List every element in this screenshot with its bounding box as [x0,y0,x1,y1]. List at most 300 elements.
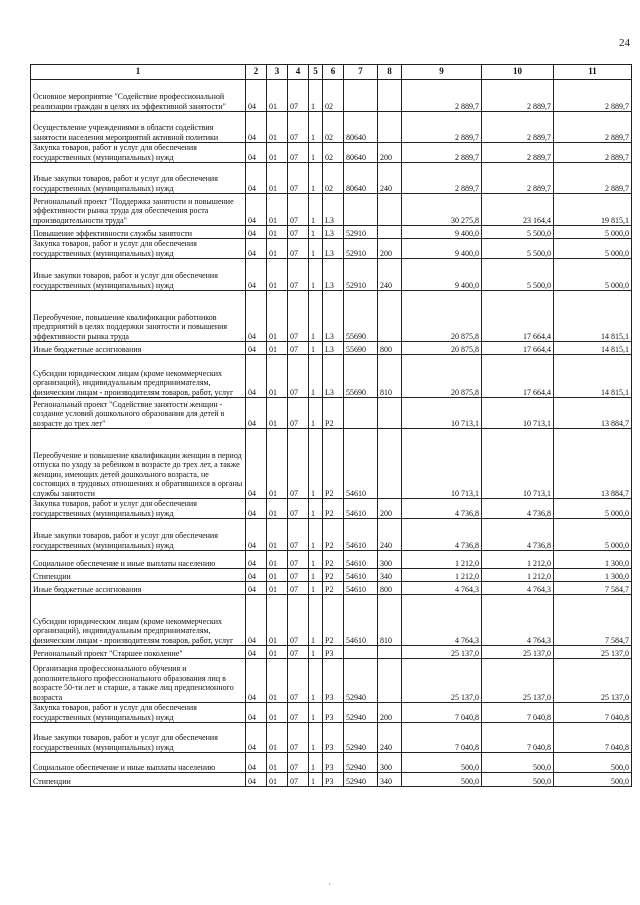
cell-year-1: 4 764,3 [402,595,482,646]
cell-subsection: 07 [288,595,309,646]
column-header-year-2: 10 [482,65,554,80]
cell-direction: 52940 [344,659,378,703]
cell-ministry: 04 [246,646,267,659]
cell-subsection: 07 [288,239,309,259]
cell-year-1: 10 713,1 [402,429,482,499]
cell-ministry: 04 [246,259,267,291]
cell-subprogram: P2 [323,595,344,646]
cell-subsection: 07 [288,723,309,753]
cell-expense-type [378,398,402,429]
cell-year-1: 4 736,8 [402,519,482,551]
cell-name: Иные закупки товаров, работ и услуг для обеспечения государственных (муниципальных) нужд [31,259,246,291]
cell-year-3: 2 889,7 [554,163,632,194]
cell-year-3: 5 000,0 [554,239,632,259]
table-row [31,112,632,143]
cell-name: Социальное обеспечение и иные выплаты населению [31,753,246,773]
cell-year-2: 23 164,4 [482,194,554,226]
table-row [31,519,632,551]
cell-program: 1 [309,291,323,342]
cell-year-3: 7 040,8 [554,723,632,753]
cell-expense-type [378,194,402,226]
cell-section: 01 [267,239,288,259]
cell-subprogram: L3 [323,342,344,355]
cell-name: Повышение эффективности службы занятости [31,226,246,239]
cell-year-2: 1 212,0 [482,551,554,569]
table-row [31,80,632,112]
cell-name: Закупка товаров, работ и услуг для обеспечения государственных (муниципальных) нужд [31,703,246,723]
cell-year-1: 9 400,0 [402,239,482,259]
cell-direction: 54610 [344,595,378,646]
table-row [31,646,632,659]
cell-subsection: 07 [288,259,309,291]
cell-year-1: 500,0 [402,773,482,787]
cell-expense-type: 240 [378,163,402,194]
cell-ministry: 04 [246,429,267,499]
table-row [31,703,632,723]
cell-name: Субсидии юридическим лицам (кроме некоммерческих организаций), индивидуальным предпринимателям, физическим лицам - производителям товаров, работ, услуг [31,355,246,398]
cell-subsection: 07 [288,519,309,551]
cell-program: 1 [309,163,323,194]
cell-section: 01 [267,723,288,753]
cell-section: 01 [267,342,288,355]
cell-expense-type [378,112,402,143]
cell-direction [344,398,378,429]
page-number: 24 [619,37,630,49]
column-header-name: 1 [31,65,246,80]
cell-year-2: 17 664,4 [482,291,554,342]
cell-direction: 52940 [344,753,378,773]
cell-year-1: 2 889,7 [402,80,482,112]
cell-name: Организация профессионального обучения и дополнительного профессионального образования лиц в возрасте 50-ти лет и старше, а также лиц предпенсионного возраста [31,659,246,703]
cell-section: 01 [267,355,288,398]
cell-program: 1 [309,112,323,143]
cell-expense-type: 240 [378,519,402,551]
cell-expense-type: 200 [378,703,402,723]
cell-direction: 52940 [344,773,378,787]
cell-direction: 80640 [344,112,378,143]
cell-section: 01 [267,112,288,143]
table-row [31,659,632,703]
cell-ministry: 04 [246,355,267,398]
cell-year-1: 20 875,8 [402,342,482,355]
cell-expense-type: 200 [378,143,402,163]
cell-expense-type [378,291,402,342]
cell-subsection: 07 [288,773,309,787]
cell-section: 01 [267,753,288,773]
cell-subsection: 07 [288,569,309,582]
cell-year-1: 1 212,0 [402,569,482,582]
cell-year-3: 1 300,0 [554,551,632,569]
cell-subprogram: P2 [323,569,344,582]
cell-name: Стипендии [31,773,246,787]
cell-year-1: 2 889,7 [402,163,482,194]
cell-expense-type: 340 [378,569,402,582]
cell-section: 01 [267,646,288,659]
table-header [31,65,632,80]
cell-year-3: 13 884,7 [554,429,632,499]
cell-subprogram: L3 [323,226,344,239]
cell-section: 01 [267,398,288,429]
cell-direction: 54610 [344,519,378,551]
cell-direction: 52910 [344,239,378,259]
cell-direction: 54610 [344,429,378,499]
cell-subsection: 07 [288,582,309,595]
cell-year-2: 2 889,7 [482,112,554,143]
cell-name: Закупка товаров, работ и услуг для обеспечения государственных (муниципальных) нужд [31,143,246,163]
cell-name: Основное мероприятие "Содействие профессиональной реализации граждан в целях их эффективной занятости" [31,80,246,112]
cell-ministry: 04 [246,773,267,787]
cell-section: 01 [267,80,288,112]
cell-ministry: 04 [246,80,267,112]
cell-direction: 55690 [344,291,378,342]
table-row [31,723,632,753]
cell-year-2: 2 889,7 [482,143,554,163]
cell-subsection: 07 [288,659,309,703]
column-header-year-1: 9 [402,65,482,80]
header-row [31,65,632,80]
cell-program: 1 [309,239,323,259]
cell-ministry: 04 [246,703,267,723]
table-row [31,595,632,646]
cell-year-1: 2 889,7 [402,112,482,143]
table-row [31,753,632,773]
cell-program: 1 [309,723,323,753]
cell-subsection: 07 [288,753,309,773]
cell-ministry: 04 [246,753,267,773]
cell-subprogram: P2 [323,429,344,499]
cell-year-3: 25 137,0 [554,646,632,659]
cell-year-2: 2 889,7 [482,80,554,112]
cell-subprogram: P3 [323,773,344,787]
cell-year-1: 500,0 [402,753,482,773]
cell-name: Переобучение и повышение квалификации женщин в период отпуска по уходу за ребенком в возрасте до трех лет, а также женщин, имеющих детей дошкольного возраста, не состоящих в трудовых отношениях и обратившихся в органы службы занятости [31,429,246,499]
cell-year-1: 4 764,3 [402,582,482,595]
cell-year-2: 4 764,3 [482,595,554,646]
cell-subprogram: 02 [323,143,344,163]
cell-ministry: 04 [246,595,267,646]
table-row [31,143,632,163]
cell-subprogram: P2 [323,582,344,595]
cell-direction [344,646,378,659]
cell-year-2: 7 040,8 [482,723,554,753]
cell-direction: 54610 [344,499,378,519]
cell-ministry: 04 [246,582,267,595]
column-header-year-3: 11 [554,65,632,80]
cell-year-1: 2 889,7 [402,143,482,163]
cell-section: 01 [267,773,288,787]
cell-subprogram: P3 [323,659,344,703]
cell-year-3: 2 889,7 [554,112,632,143]
column-header-section: 3 [267,65,288,80]
cell-year-3: 2 889,7 [554,80,632,112]
cell-name: Осуществление учреждениями в области содействия занятости населения мероприятий активной политики [31,112,246,143]
cell-section: 01 [267,499,288,519]
cell-year-3: 2 889,7 [554,143,632,163]
cell-year-1: 25 137,0 [402,659,482,703]
cell-name: Региональный проект "Старшее поколение" [31,646,246,659]
cell-year-3: 25 137,0 [554,659,632,703]
cell-ministry: 04 [246,291,267,342]
cell-ministry: 04 [246,194,267,226]
cell-subprogram: L3 [323,291,344,342]
cell-year-2: 5 500,0 [482,259,554,291]
cell-year-3: 1 300,0 [554,569,632,582]
cell-expense-type: 810 [378,355,402,398]
cell-name: Иные закупки товаров, работ и услуг для обеспечения государственных (муниципальных) нужд [31,163,246,194]
cell-year-2: 500,0 [482,753,554,773]
cell-expense-type: 800 [378,582,402,595]
budget-table [30,64,632,787]
table-row [31,499,632,519]
cell-year-3: 7 040,8 [554,703,632,723]
cell-direction [344,80,378,112]
cell-expense-type: 200 [378,239,402,259]
column-header-program: 5 [309,65,323,80]
cell-year-3: 5 000,0 [554,259,632,291]
cell-section: 01 [267,194,288,226]
cell-year-2: 7 040,8 [482,703,554,723]
cell-year-3: 14 815,1 [554,355,632,398]
table-row [31,569,632,582]
cell-subprogram: P3 [323,753,344,773]
cell-name: Субсидии юридическим лицам (кроме некоммерческих организаций), индивидуальным предпринимателям, физическим лицам - производителям товаров, работ, услуг [31,595,246,646]
cell-subsection: 07 [288,342,309,355]
table-row [31,551,632,569]
cell-section: 01 [267,429,288,499]
cell-subsection: 07 [288,291,309,342]
cell-program: 1 [309,773,323,787]
cell-ministry: 04 [246,163,267,194]
cell-expense-type: 300 [378,551,402,569]
cell-program: 1 [309,259,323,291]
cell-name: Иные закупки товаров, работ и услуг для обеспечения государственных (муниципальных) нужд [31,723,246,753]
column-header-subsection: 4 [288,65,309,80]
cell-direction: 52910 [344,226,378,239]
cell-expense-type [378,429,402,499]
cell-ministry: 04 [246,499,267,519]
cell-name: Региональный проект "Содействие занятости женщин - создание условий дошкольного образования для детей в возрасте до трех лет" [31,398,246,429]
footer-mark: · [328,880,331,889]
cell-expense-type: 240 [378,259,402,291]
cell-year-1: 20 875,8 [402,355,482,398]
cell-subsection: 07 [288,551,309,569]
cell-section: 01 [267,595,288,646]
cell-year-2: 17 664,4 [482,355,554,398]
cell-section: 01 [267,703,288,723]
column-header-expense-type: 8 [378,65,402,80]
cell-subsection: 07 [288,80,309,112]
cell-year-2: 4 736,8 [482,519,554,551]
cell-year-2: 5 500,0 [482,239,554,259]
cell-direction: 55690 [344,355,378,398]
cell-section: 01 [267,659,288,703]
cell-expense-type [378,226,402,239]
cell-subsection: 07 [288,703,309,723]
cell-ministry: 04 [246,519,267,551]
cell-year-3: 7 584,7 [554,582,632,595]
cell-expense-type: 300 [378,753,402,773]
cell-year-1: 10 713,1 [402,398,482,429]
cell-year-3: 5 000,0 [554,499,632,519]
cell-year-3: 14 815,1 [554,291,632,342]
cell-year-1: 20 875,8 [402,291,482,342]
cell-year-1: 7 040,8 [402,723,482,753]
cell-year-2: 2 889,7 [482,163,554,194]
cell-ministry: 04 [246,569,267,582]
cell-program: 1 [309,143,323,163]
cell-expense-type: 800 [378,342,402,355]
cell-year-3: 500,0 [554,773,632,787]
cell-direction [344,194,378,226]
table-row [31,355,632,398]
cell-direction: 80640 [344,143,378,163]
cell-year-1: 25 137,0 [402,646,482,659]
table-row [31,226,632,239]
cell-direction: 52940 [344,703,378,723]
cell-direction: 52910 [344,259,378,291]
cell-section: 01 [267,519,288,551]
cell-subsection: 07 [288,194,309,226]
cell-program: 1 [309,499,323,519]
cell-program: 1 [309,398,323,429]
cell-subprogram: L3 [323,239,344,259]
column-header-ministry: 2 [246,65,267,80]
cell-ministry: 04 [246,551,267,569]
cell-subsection: 07 [288,499,309,519]
cell-year-2: 1 212,0 [482,569,554,582]
cell-year-3: 13 884,7 [554,398,632,429]
cell-name: Закупка товаров, работ и услуг для обеспечения государственных (муниципальных) нужд [31,239,246,259]
cell-subprogram: P2 [323,499,344,519]
cell-year-2: 500,0 [482,773,554,787]
cell-subprogram: L3 [323,259,344,291]
cell-subprogram: L3 [323,194,344,226]
cell-year-1: 30 275,8 [402,194,482,226]
cell-year-3: 19 815,1 [554,194,632,226]
cell-name: Иные бюджетные ассигнования [31,342,246,355]
cell-subprogram: 02 [323,112,344,143]
cell-year-1: 7 040,8 [402,703,482,723]
cell-subprogram: P2 [323,519,344,551]
cell-subsection: 07 [288,163,309,194]
cell-subsection: 07 [288,398,309,429]
cell-program: 1 [309,753,323,773]
table-row [31,342,632,355]
cell-ministry: 04 [246,659,267,703]
cell-ministry: 04 [246,112,267,143]
cell-program: 1 [309,226,323,239]
cell-subsection: 07 [288,429,309,499]
cell-year-1: 1 212,0 [402,551,482,569]
cell-expense-type: 340 [378,773,402,787]
cell-year-2: 4 736,8 [482,499,554,519]
column-header-subprogram: 6 [323,65,344,80]
cell-ministry: 04 [246,226,267,239]
table-body [31,80,632,787]
table-row [31,239,632,259]
cell-year-3: 500,0 [554,753,632,773]
cell-subprogram: P2 [323,551,344,569]
table-row [31,429,632,499]
cell-program: 1 [309,582,323,595]
cell-ministry: 04 [246,143,267,163]
cell-direction: 54610 [344,582,378,595]
table-row [31,398,632,429]
cell-name: Стипендии [31,569,246,582]
cell-year-1: 9 400,0 [402,259,482,291]
cell-program: 1 [309,342,323,355]
cell-program: 1 [309,429,323,499]
cell-year-3: 7 584,7 [554,595,632,646]
table-row [31,194,632,226]
cell-program: 1 [309,569,323,582]
cell-program: 1 [309,703,323,723]
cell-year-2: 10 713,1 [482,429,554,499]
table-row [31,163,632,194]
cell-year-3: 5 000,0 [554,519,632,551]
cell-direction: 80640 [344,163,378,194]
cell-program: 1 [309,551,323,569]
cell-name: Закупка товаров, работ и услуг для обеспечения государственных (муниципальных) нужд [31,499,246,519]
cell-subsection: 07 [288,355,309,398]
cell-section: 01 [267,143,288,163]
cell-direction: 54610 [344,551,378,569]
cell-expense-type: 200 [378,499,402,519]
cell-subprogram: P3 [323,703,344,723]
cell-section: 01 [267,582,288,595]
cell-ministry: 04 [246,398,267,429]
cell-ministry: 04 [246,723,267,753]
cell-section: 01 [267,569,288,582]
cell-year-3: 14 815,1 [554,342,632,355]
cell-program: 1 [309,194,323,226]
cell-subprogram: P3 [323,646,344,659]
cell-program: 1 [309,355,323,398]
table-row [31,259,632,291]
cell-year-3: 5 000,0 [554,226,632,239]
table-row [31,582,632,595]
cell-direction: 54610 [344,569,378,582]
cell-year-2: 5 500,0 [482,226,554,239]
cell-year-2: 17 664,4 [482,342,554,355]
cell-subsection: 07 [288,143,309,163]
column-header-direction: 7 [344,65,378,80]
cell-name: Переобучение, повышение квалификации работников предприятий в целях поддержки занятости и повышения эффективности рынка труда [31,291,246,342]
cell-expense-type [378,646,402,659]
cell-section: 01 [267,291,288,342]
cell-section: 01 [267,226,288,239]
cell-subsection: 07 [288,646,309,659]
cell-section: 01 [267,259,288,291]
cell-year-2: 10 713,1 [482,398,554,429]
table-row [31,291,632,342]
cell-section: 01 [267,163,288,194]
cell-program: 1 [309,646,323,659]
cell-name: Социальное обеспечение и иные выплаты населению [31,551,246,569]
cell-program: 1 [309,80,323,112]
cell-direction: 52940 [344,723,378,753]
cell-subsection: 07 [288,112,309,143]
cell-year-2: 4 764,3 [482,582,554,595]
cell-subprogram: P3 [323,723,344,753]
cell-ministry: 04 [246,342,267,355]
cell-ministry: 04 [246,239,267,259]
table-row [31,773,632,787]
cell-subprogram: L3 [323,355,344,398]
cell-program: 1 [309,519,323,551]
cell-subsection: 07 [288,226,309,239]
cell-expense-type [378,659,402,703]
